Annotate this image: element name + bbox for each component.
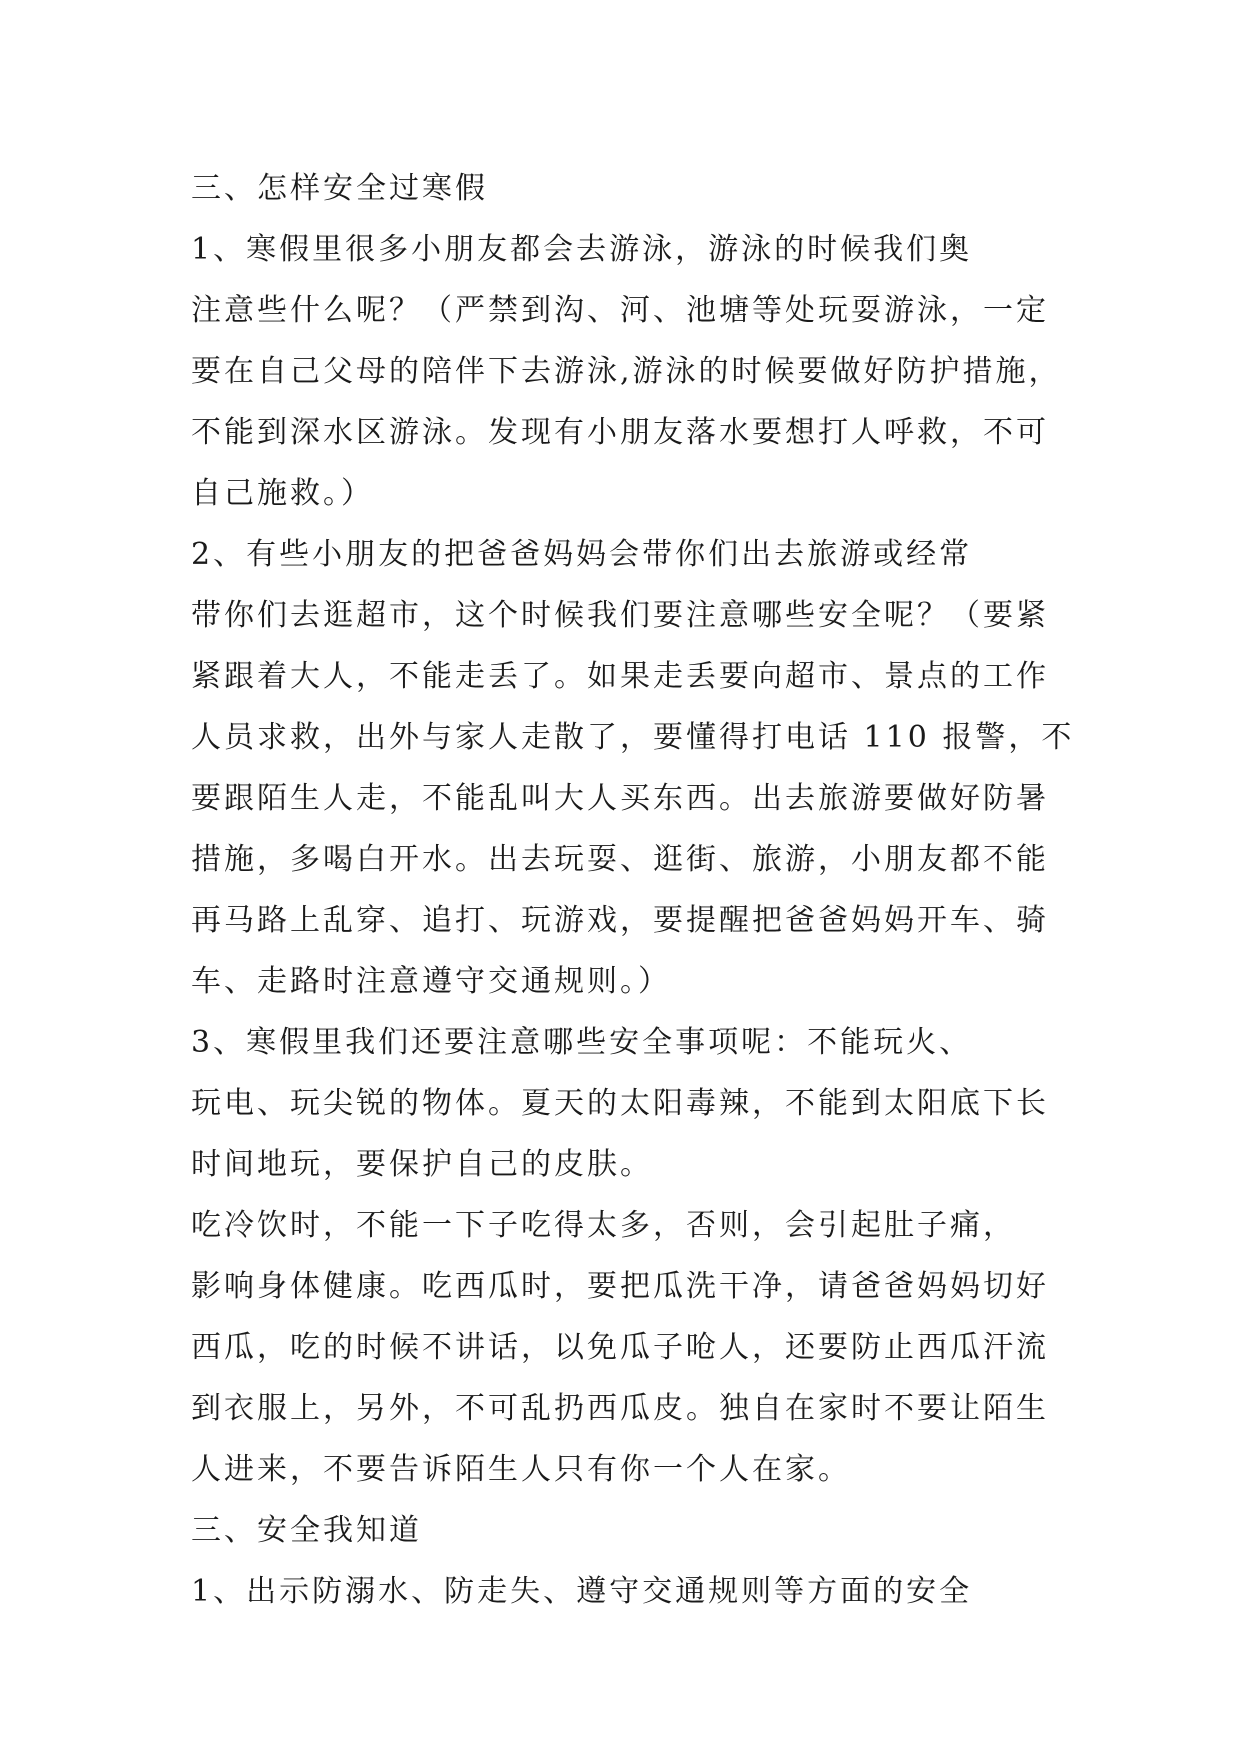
text-line: 三、怎样安全过寒假 [191,171,488,206]
text-line: 带你们去逛超市，这个时候我们要注意哪些安全呢？（要紧 [191,598,1049,633]
text-line: 影响身体健康。吃西瓜时，要把瓜洗干净，请爸爸妈妈切好 [191,1269,1049,1304]
text-line: 要跟陌生人走，不能乱叫大人买东西。出去旅游要做好防暑 [191,781,1049,816]
text-line: 紧跟着大人，不能走丢了。如果走丢要向超市、景点的工作 [191,659,1049,694]
text-line: 车、走路时注意遵守交通规则。） [191,964,671,999]
text-line: 注意些什么呢？（严禁到沟、河、池塘等处玩耍游泳，一定 [191,293,1049,328]
text-line: 人进来，不要告诉陌生人只有你一个人在家。 [191,1452,851,1487]
text-line: 1、寒假里很多小朋友都会去游泳，游泳的时候我们奥 [191,232,973,267]
text-line: 1、出示防溺水、防走失、遵守交通规则等方面的安全 [191,1574,973,1609]
text-line: 西瓜，吃的时候不讲话，以免瓜子呛人，还要防止西瓜汗流 [191,1330,1049,1365]
text-line: 时间地玩，要保护自己的皮肤。 [191,1147,653,1182]
text-line: 三、安全我知道 [191,1513,422,1548]
text-line: 措施，多喝白开水。出去玩耍、逛街、旅游，小朋友都不能 [191,842,1049,877]
text-line: 2、有些小朋友的把爸爸妈妈会带你们出去旅游或经常 [191,537,973,572]
text-line: 玩电、玩尖锐的物体。夏天的太阳毒辣，不能到太阳底下长 [191,1086,1049,1121]
text-line: 到衣服上，另外，不可乱扔西瓜皮。独自在家时不要让陌生 [191,1391,1049,1426]
text-line: 3、寒假里我们还要注意哪些安全事项呢：不能玩火、 [191,1025,973,1060]
text-line: 吃冷饮时，不能一下子吃得太多，否则，会引起肚子痛， [191,1208,1016,1243]
text-line: 自己施救。） [191,476,374,511]
text-line: 要在自己父母的陪伴下去游泳,游泳的时候要做好防护措施， [191,354,1062,389]
text-line: 人员求救，出外与家人走散了，要懂得打电话 110 报警，不 [191,720,1075,755]
text-line: 不能到深水区游泳。发现有小朋友落水要想打人呼救，不可 [191,415,1049,450]
text-line: 再马路上乱穿、追打、玩游戏，要提醒把爸爸妈妈开车、骑 [191,903,1049,938]
body-text [191,158,1075,1622]
